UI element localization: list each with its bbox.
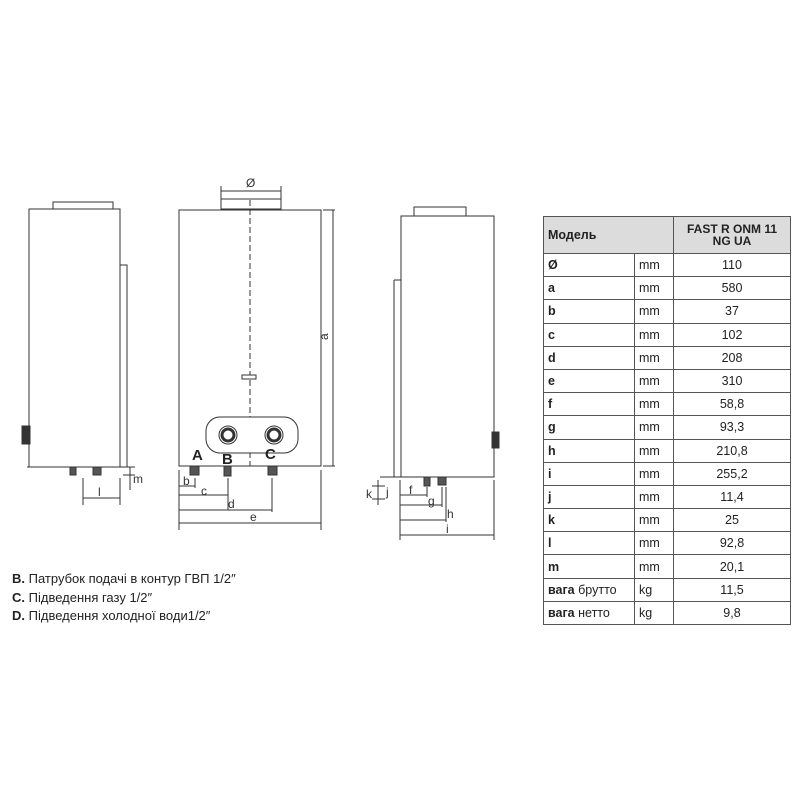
row-value: 9,8: [674, 601, 791, 624]
right-side-view: [372, 207, 499, 540]
connection-label-c: C: [265, 446, 276, 463]
row-unit: mm: [635, 254, 674, 277]
row-value: 255,2: [674, 462, 791, 485]
table-row: [544, 439, 791, 462]
row-unit: mm: [635, 532, 674, 555]
row-value: 110: [674, 254, 791, 277]
row-param: k: [544, 509, 635, 532]
table-row: [544, 555, 791, 578]
legend-item-d: D. Підведення холодної води1/2″: [12, 608, 211, 623]
row-value: 58,8: [674, 393, 791, 416]
row-unit: mm: [635, 346, 674, 369]
row-param: i: [544, 462, 635, 485]
table-row: [544, 254, 791, 277]
front-view: [179, 186, 335, 530]
row-value: 25: [674, 509, 791, 532]
row-value: 11,4: [674, 485, 791, 508]
row-unit: kg: [635, 601, 674, 624]
row-unit: mm: [635, 277, 674, 300]
dim-label-g: g: [428, 494, 435, 508]
dim-label-m: m: [133, 472, 143, 486]
row-value: 92,8: [674, 532, 791, 555]
row-value: 93,3: [674, 416, 791, 439]
row-param: вага брутто: [544, 578, 635, 601]
row-param: Ø: [544, 254, 635, 277]
row-value: 102: [674, 323, 791, 346]
row-unit: mm: [635, 462, 674, 485]
table-row: [544, 509, 791, 532]
table-row: [544, 300, 791, 323]
dim-label-j: j: [386, 485, 389, 499]
row-value: 580: [674, 277, 791, 300]
connection-label-a: A: [192, 447, 203, 464]
row-unit: mm: [635, 509, 674, 532]
row-value: 310: [674, 369, 791, 392]
row-unit: mm: [635, 300, 674, 323]
row-unit: mm: [635, 369, 674, 392]
table-row: [544, 277, 791, 300]
row-param: l: [544, 532, 635, 555]
dim-label-b: b: [183, 474, 190, 488]
row-value: 20,1: [674, 555, 791, 578]
row-unit: mm: [635, 439, 674, 462]
row-param: f: [544, 393, 635, 416]
table-row: [544, 601, 791, 624]
header-param: Модель: [544, 217, 674, 254]
table-row: [544, 485, 791, 508]
dim-label-diameter: Ø: [246, 176, 256, 190]
row-value: 208: [674, 346, 791, 369]
table-row: [544, 346, 791, 369]
legend-item-c: C. Підведення газу 1/2″: [12, 589, 153, 605]
table-row: [544, 393, 791, 416]
row-param: m: [544, 555, 635, 578]
row-param: e: [544, 369, 635, 392]
row-param: d: [544, 346, 635, 369]
row-unit: mm: [635, 323, 674, 346]
row-param: g: [544, 416, 635, 439]
row-unit: kg: [635, 578, 674, 601]
dim-label-k: k: [366, 487, 372, 501]
table-row: [544, 532, 791, 555]
table-row: [544, 323, 791, 346]
left-side-view: [22, 202, 135, 505]
row-param: h: [544, 439, 635, 462]
row-param: вага нетто: [544, 601, 635, 624]
row-unit: mm: [635, 485, 674, 508]
dim-label-c: c: [201, 484, 207, 498]
row-value: 37: [674, 300, 791, 323]
row-value: 11,5: [674, 578, 791, 601]
row-param: a: [544, 277, 635, 300]
row-param: b: [544, 300, 635, 323]
dim-label-e: e: [250, 510, 257, 524]
dim-label-h: h: [447, 507, 454, 521]
legend-item-b: B. Патрубок подачі в контур ГВП 1/2″: [12, 571, 236, 586]
connection-legend: [12, 570, 236, 626]
dim-label-f: f: [409, 483, 413, 497]
connection-label-b: B: [222, 451, 233, 468]
dim-label-l: l: [98, 485, 101, 499]
spec-table: [543, 216, 791, 625]
dim-label-i: i: [446, 522, 449, 536]
dim-label-a: a: [317, 333, 331, 340]
header-model: FAST R ONM 11 NG UA: [674, 217, 791, 254]
row-value: 210,8: [674, 439, 791, 462]
spec-table-header: [544, 217, 791, 254]
row-param: j: [544, 485, 635, 508]
row-unit: mm: [635, 393, 674, 416]
dim-label-d: d: [228, 497, 235, 511]
row-param: c: [544, 323, 635, 346]
table-row: [544, 416, 791, 439]
row-unit: mm: [635, 416, 674, 439]
table-row: [544, 369, 791, 392]
table-row: [544, 462, 791, 485]
row-unit: mm: [635, 555, 674, 578]
table-row: [544, 578, 791, 601]
